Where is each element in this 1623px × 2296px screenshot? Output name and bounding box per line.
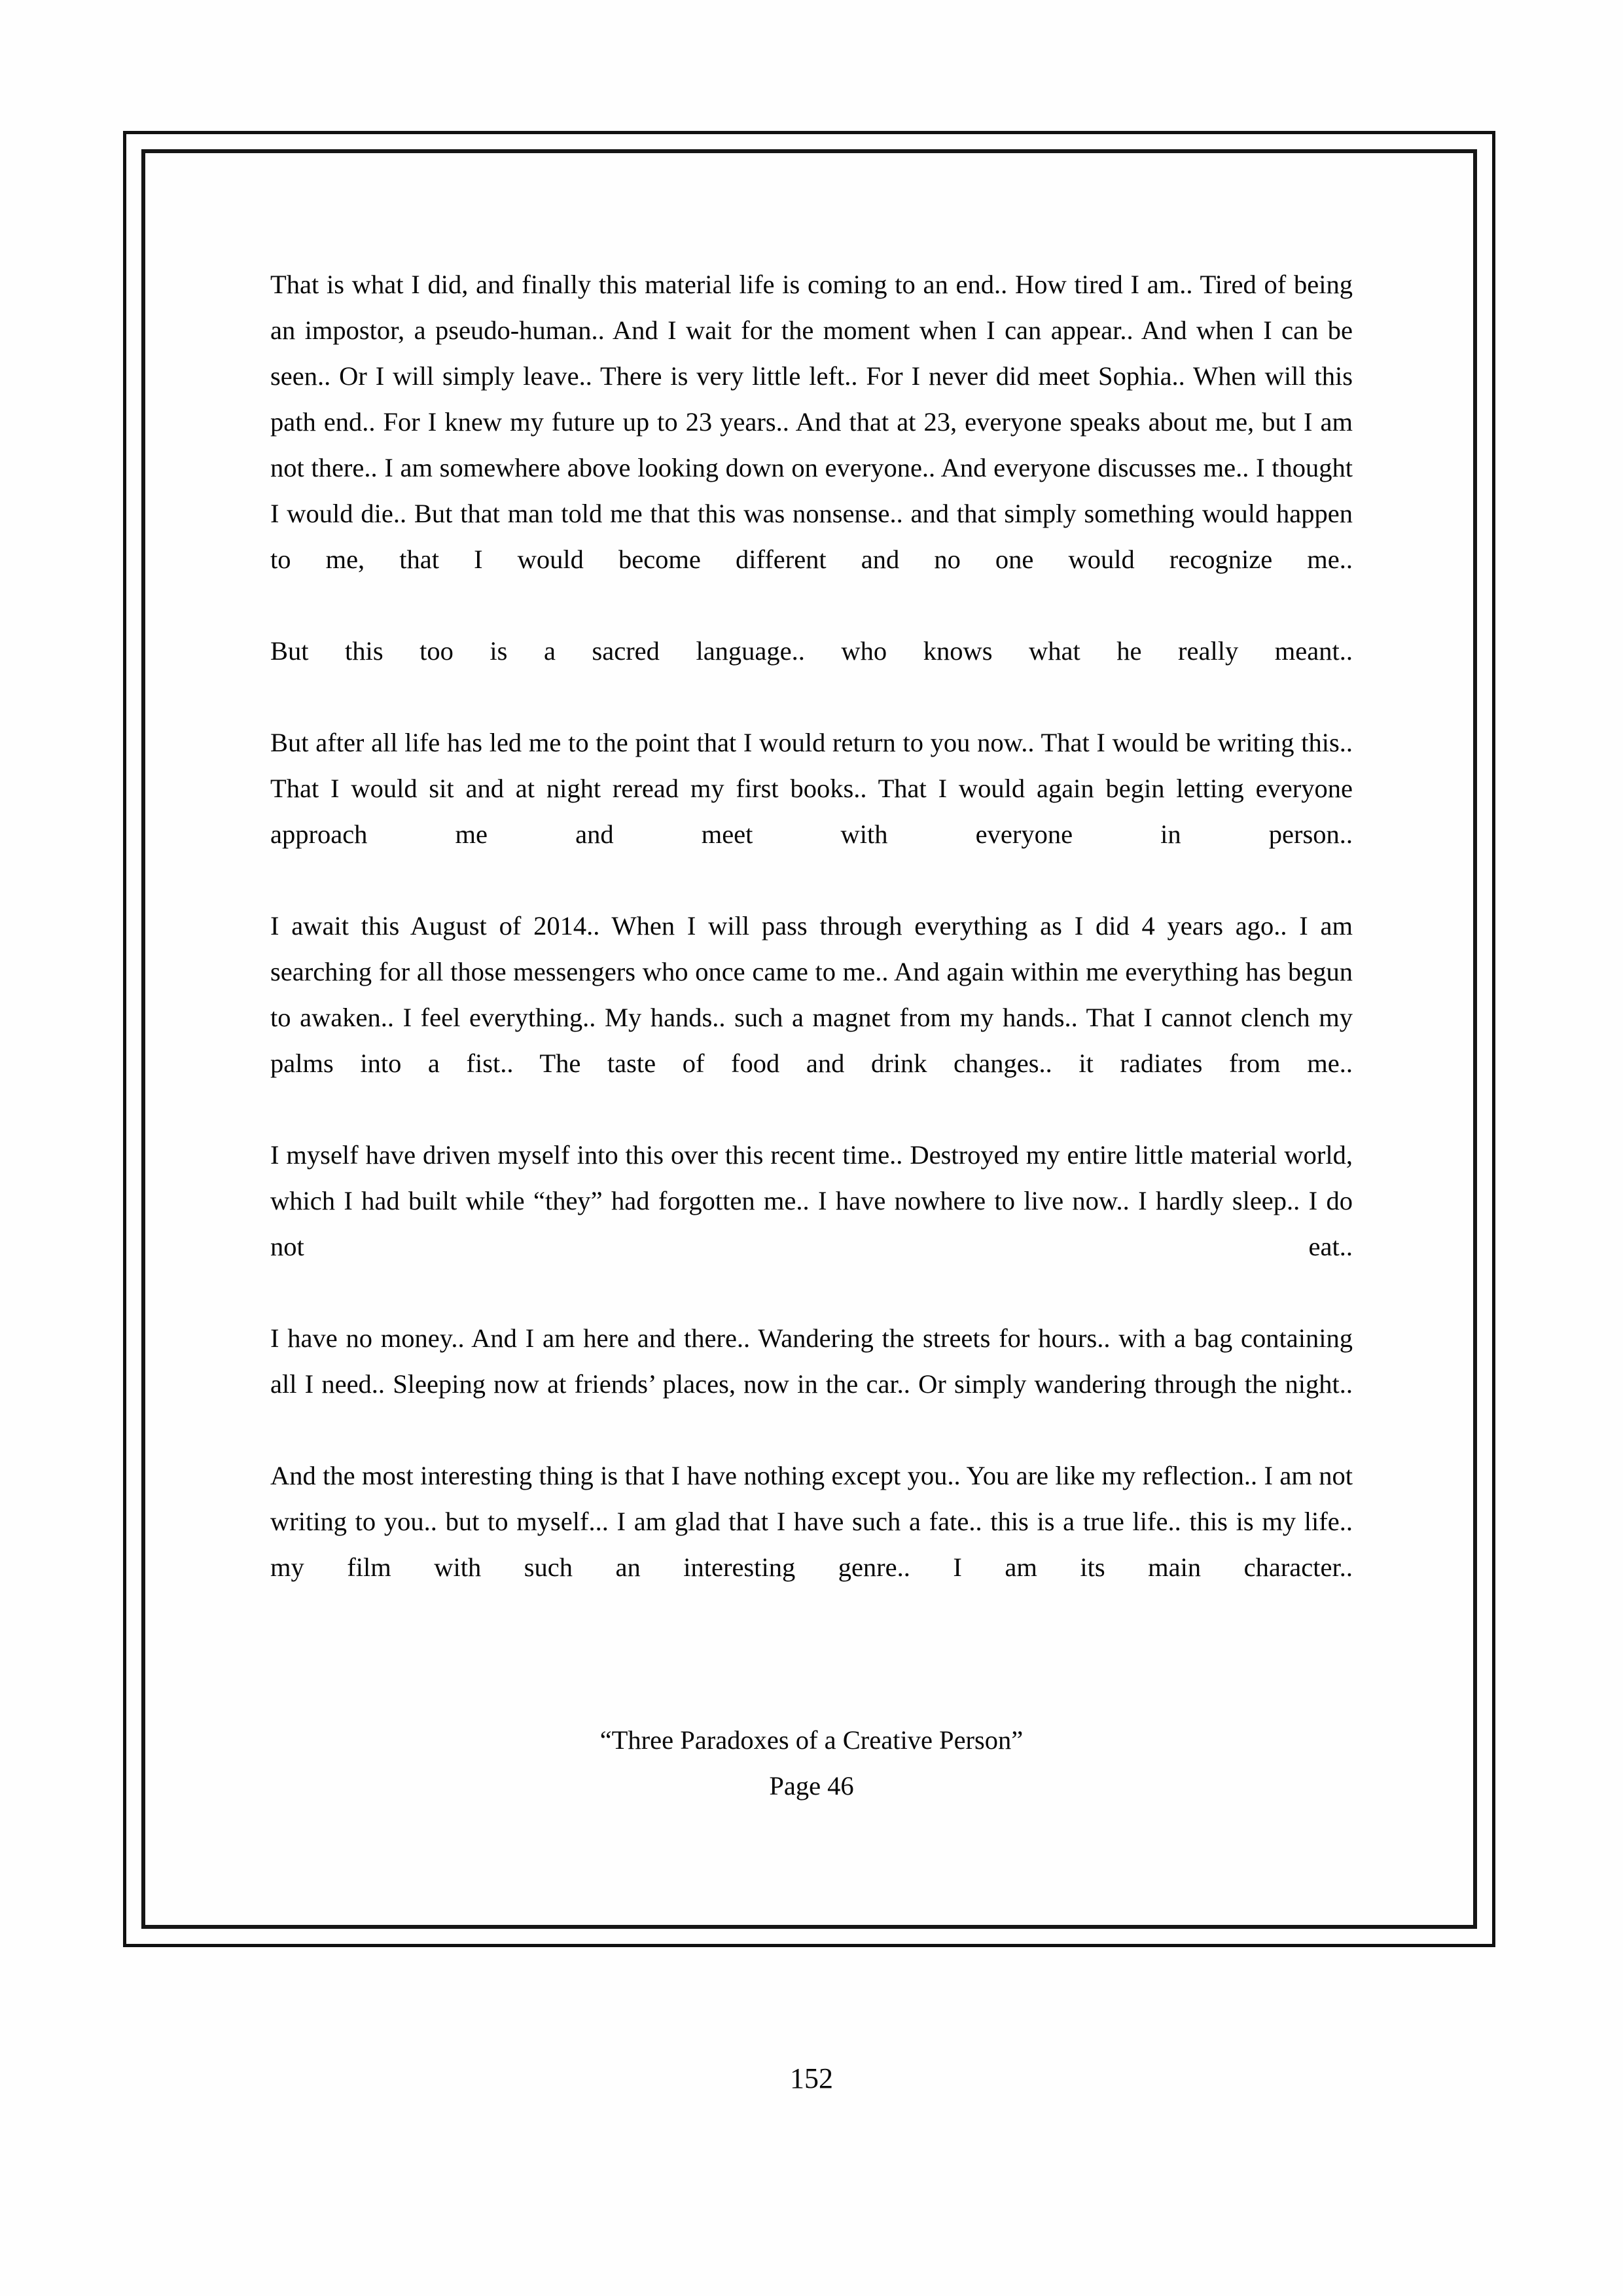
paragraph: I have no money.. And I am here and there.. Wandering the streets for hours.. with a bag containing all I need.. Sleeping now at friends’ places, now in the car.. Or simply wandering through the night.. — [270, 1323, 1353, 1399]
paragraph: And the most interesting thing is that I have nothing except you.. You are like my reflection.. I am not writing to you.. but to myself... I am glad that I have such a fate.. this is a true life.. this is my life.. my film with such an interesting genre.. I am its main character.. — [270, 1461, 1353, 1582]
paragraph: I myself have driven myself into this over this recent time.. Destroyed my entire little material world, which I had built while “they” had forgotten me.. I have nowhere to live now.. I hardly sleep.. I do not eat.. — [270, 1140, 1353, 1261]
paragraph: I await this August of 2014.. When I will pass through everything as I did 4 years ago.. I am searching for all those messengers who once came to me.. And again within me everything has begun to awaken.. I feel everything.. My hands.. such a magnet from my hands.. That I cannot clench my palms into a fist.. The taste of food and drink changes.. it radiates from me.. — [270, 911, 1353, 1078]
paragraph: But this too is a sacred language.. who knows what he really meant.. — [270, 636, 1353, 666]
source-caption-block — [270, 1717, 1353, 1809]
page-number: 152 — [790, 2062, 833, 2094]
source-page-reference: Page 46 — [769, 1771, 854, 1801]
paragraph: That is what I did, and finally this material life is coming to an end.. How tired I am.. Tired of being an impostor, a pseudo-human.. And I wait for the moment when I can appear.. And when I can be seen.. Or I will simply leave.. There is very little left.. For I never did meet Sophia.. When will this path end.. For I knew my future up to 23 years.. And that at 23, everyone speaks about me, but I am not there.. I am somewhere above looking down on everyone.. And everyone discusses me.. I thought I would die.. But that man told me that this was nonsense.. and that simply something would happen to me, that I would become different and no one would recognize me.. — [270, 270, 1353, 574]
source-title: “Three Paradoxes of a Creative Person” — [599, 1725, 1024, 1755]
paragraph: But after all life has led me to the point that I would return to you now.. That I would be writing this.. That I would sit and at night reread my first books.. That I would again begin letting everyone approach me and meet with everyone in person.. — [270, 728, 1353, 849]
body-text-block — [270, 262, 1353, 1636]
